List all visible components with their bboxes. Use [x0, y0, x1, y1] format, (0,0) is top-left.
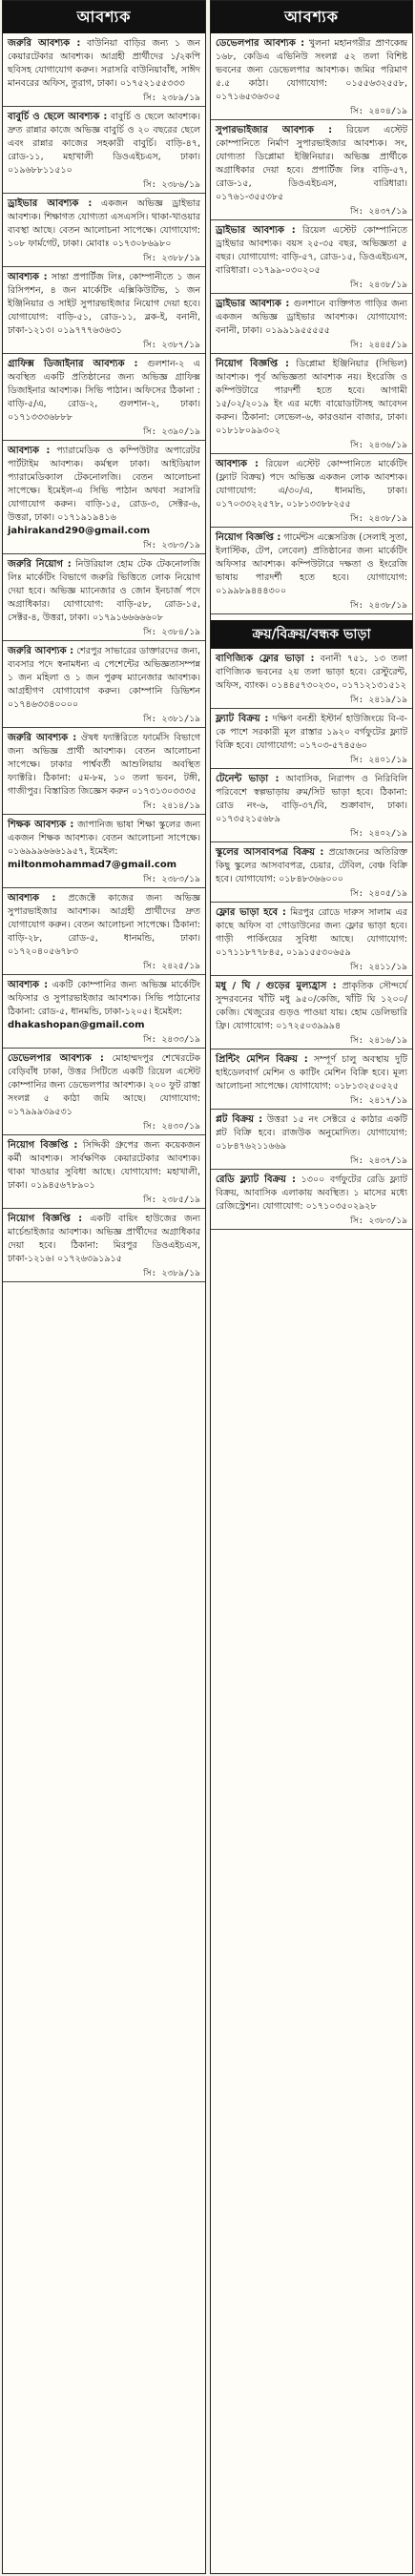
classified-ad [211, 769, 412, 842]
ad-body: নিউরিয়াল হোম টেক টেকনোলজি লিঃ মার্কেটিং বিভাগে জরুরি ভিত্তিতে লোক নিয়োগ দেয়া হবে। অভিজ্ঞ ম্যানেজার ও জোন ইনচার্জ পদে অগ্রাধিকার। যোগাযোগ: বাড়ি-৫৮, রোড-১৫, সেক্টর-৪, উত্তরা, ঢাকা। ০১৭৯১৬৬৬৬৬০৮ [8, 559, 200, 623]
ad-heading: নিয়োগ বিজ্ঞপ্তি : [8, 1140, 78, 1151]
ad-body: গুলশান-২ এ অবস্থিত একটি প্রতিষ্ঠানের জন্য অভিজ্ঞ গ্রাফিক্স ডিজাইনার আবশ্যক। সিভি পাঠান। অফিসের ঠিকানা : বাড়ি-৫/এ, রোড-২, গুলশান-২, ঢাকা। ০১৭১৩৩৩৬৮৮৮ [8, 359, 201, 423]
ad-body: গুলশানে ব্যক্তিগত গাড়ির জন্য একজন অভিজ্ঞ ড্রাইভার আবশ্যক। যোগাযোগ: বনানী, ঢাকা। ০১৯৯১৯৫৫৫৫৫ [216, 299, 408, 336]
ad-body: শেরপুর সাভারের ডাক্তারদের জন্য, ব্যবসার পদে স্বনামধন্য এ পেশেন্টের অভিজ্ঞতাসম্পন্ন ১ জন মহিলা ও ১ জন পুরুষ ম্যানেজার আবশ্যক। আগ্রহীগণ যোগাযোগ করুন। কোম্পানি ডিভিশন ০১৭৪৬৩৩৪০০০০ [8, 646, 200, 710]
ad-body: ঔষধ ফ্যাক্টরিতে ফার্মেসি বিভাগে জন্য অভিজ্ঞ প্রার্থী আবশ্যক। বেতন আলোচনা সাপেক্ষে। ঢাকার পার্শ্ববর্তী আশুলিয়ায় অবস্থিত ফ্যাক্টরি। ঠিকানা: ৫ম-৮ম, ১০ তলা ভবন, টঙ্গী, গাজীপুর। বিস্তারিত জিজ্ঞেস করুন ০১৭৩১৩০৩৩৩৫ [8, 733, 200, 797]
ad-body: গার্মেন্টস এক্সেসরিজ (সেলাই সুতা, ইলাস্টিক, টেপ, লেবেল) প্রতিষ্ঠানের জন্য মার্কেটিং অফিসার আবশ্যক। কম্পিউটারে দক্ষতা ও ইংরেজি ভাষায় পারদর্শী হতে হবে। যোগাযোগ: ০১৯৯৮৯৪৪৪৩০০ [216, 532, 407, 596]
ad-code: সি: ২৪১১/১৯ [350, 963, 407, 972]
ad-body: বনানী ৭৫১, ১৩ তলা বাণিজ্যিক ভবনের ২য় তলা ভাড়া হবে। রেস্টুরেন্ট, অফিস, ব্যাংক। ০১৪৪৫৭৩০২৩০, ০১৭১২১৩১৫১২ [216, 654, 407, 691]
ad-heading: শিক্ষক আবশ্যক : [8, 820, 74, 830]
right-column [210, 0, 413, 2574]
ad-code: সি: ২৪৩৬/১৯ [350, 441, 407, 450]
ad-email[interactable]: jahirakand290@gmail.com [8, 526, 151, 536]
classified-ad [3, 728, 205, 815]
ad-heading: নিয়োগ বিজ্ঞপ্তি : [8, 1214, 83, 1224]
ad-heading: আবশ্যক : [8, 446, 51, 456]
ad-heading: নিয়োগ বিজ্ঞপ্তি : [216, 359, 289, 369]
ad-code: সি: ২৪০৪/১৯ [350, 107, 407, 116]
ad-body: প্রাকৃতিক সৌন্দর্যে সুন্দরবনের খাঁটি মধু ৯৫০/কেজি, খাঁটি ঘি ১২০০/কেজি। খেজুরের গুড়ও পাওয়া যায়। হোম ডেলিভারি ফ্রি। যোগাযোগ: ০১৭২৫০৩৯৯৯৪ [216, 981, 408, 1031]
ad-body: আবাসিক, নিরাপদ ও নিরিবিলি পরিবেশে স্বল্পভাড়ায় রুম/সিট ভাড়া হবে। ঠিকানা: রোড নং-৬, বাড়ি-৩৭/বি, শুক্রাবাদ, ঢাকা। ০১৭৩৫২১৫৬৮৯ [216, 774, 407, 824]
ad-heading: জরুরি আবশ্যক : [8, 646, 74, 656]
ad-body: রিয়েল এস্টেট কোম্পানিতে মার্কেটিং (ফ্ল্যাট বিক্রয়) পদে অভিজ্ঞ একজন লোক আবশ্যক। যোগাযোগ: এ/৩০/এ, ধানমন্ডি, ঢাকা। ০১৭০৩৩২২৫৭৮, ০১৮১৩৩৮৮২৫৫ [216, 459, 407, 509]
ad-body: সম্পূর্ণ চালু অবস্থায় দুটি হাইডেলবার্গ মেশিন ও কাটিং মেশিন বিক্রি হবে। মূল্য আলোচনা সাপেক্ষে। যোগাযোগ: ০১৮১৩২৫০৫২৫ [216, 1054, 407, 1091]
ad-code: সি: ২৪১৬/১৯ [350, 1036, 407, 1046]
classified-ad [3, 641, 205, 728]
ad-code: সি: ২৪৩৮/১৯ [350, 514, 407, 524]
ad-code: সি: ২৩৮৬/১৯ [143, 180, 200, 190]
classified-ad [3, 975, 205, 1049]
ad-heading: রেডি ফ্ল্যাট বিক্রয় : [216, 1174, 296, 1185]
ad-body: একটি বায়িং হাউজের জন্য মার্চেন্ডাইজার আবশ্যক। অভিজ্ঞ প্রার্থীদের অগ্রাধিকার দেয়া হবে। ঠিকানা: মিরপুর ডিওএইচএস, ঢাকা-১২১৬। ০১৭২৬৩৯১৯১৫ [8, 1214, 200, 1264]
ad-code: সি: ২৩৯০/১৯ [143, 427, 200, 437]
ad-code: সি: ২৪১৭/১৯ [350, 1096, 407, 1106]
classified-ad [211, 528, 412, 614]
classified-ad [211, 976, 412, 1049]
ad-heading: ড্রাইভার আবশ্যক : [8, 198, 93, 209]
classified-ad [3, 554, 205, 641]
ad-heading: টেনেন্ট ভাড়া : [216, 774, 280, 784]
ad-heading: জরুরি নিয়োগ : [8, 559, 72, 570]
classified-ad [3, 107, 205, 194]
classified-ad [211, 1049, 412, 1110]
ad-heading: ফ্ল্যাট বিক্রয় : [216, 714, 269, 724]
ad-heading: প্রিন্টিং মেশিন বিক্রয় : [216, 1054, 308, 1065]
ad-body: প্রয়োজনের অতিরিক্ত কিছু স্কুলের আসবাবপত্র, চেয়ার, টেবিল, বেঞ্চ বিক্রি হবে। যোগাযোগ: ০১৮৪৮৩৬৬০০০ [216, 847, 407, 884]
ad-heading: আবশ্যক : [8, 980, 49, 990]
ad-heading: জরুরি আবশ্যক : [8, 733, 77, 743]
ad-body: উত্তরা ১৫ নং সেক্টরে ৫ কাঠার একটি প্লট বিক্রি হবে। রাজউক অনুমোদিত। যোগাযোগ: ০১৮৪৭৬২১১৬৬৯ [216, 1114, 407, 1152]
left-header: আবশ্যক [3, 1, 205, 33]
ad-email[interactable]: dhakashopan@gmail.com [8, 1020, 145, 1030]
ad-code: সি: ২৪১৯/১৯ [350, 696, 407, 705]
ad-body: বাউনিয়া বাড়ির জন্য ১ জন কেয়ারটেকার আবশ্যক। আগ্রহী প্রার্থীদের ১/২কপি ছবিসহ যোগাযোগ করুন। সরাসরি বাউনিয়াবাঁধ, সাঈদ মানবরের অফিস, তুরাগ, ঢাকা। ০১৭৫২১৫৫৩৩৩ [8, 38, 200, 89]
ad-email[interactable]: miltonmohammad7@gmail.com [8, 860, 177, 870]
ad-heading: ড্রাইভার আবশ্যক : [216, 299, 290, 309]
ad-heading: বাণিজ্যিক ফ্লোর ভাড়া : [216, 654, 315, 664]
ad-code: সি: ২৩৮৮/১৯ [143, 254, 200, 263]
classified-ad [211, 842, 412, 903]
classified-ad [3, 888, 205, 975]
ad-body: মোহাম্মদপুর শেখেরটেক বেড়িবাঁধ ঢাকা, উত্তর সিটিতে একটি রিয়েল এস্টেট কোম্পানির জন্য ডেভেলপার আবশ্যক। ২০০ ফুট রাস্তা সংলগ্ন ৫ কাঠা জমি আছে। যোগাযোগ: ০১৭৯৯৯৩৯৫৩১ [8, 1053, 201, 1117]
ad-heading: জরুরি আবশ্যক : [8, 38, 81, 49]
ad-body: প্যারামেডিক ও কম্পিউটার অপারেটর পার্টটাইম আবশ্যক। কর্মস্থল ঢাকা। আইডিয়াল প্যারামেডিক্যাল টেকনোলজি। বেতন আলোচনা সাপেক্ষে। ইমেইল-এ সিভি পাঠান অথবা সরাসরি যোগাযোগ করুন। বাড়ি-১৫, রোড-৩, সেক্টর-৬, উত্তরা, ঢাকা। ০১৭১৯১৯৪১৬ [8, 446, 200, 523]
ad-body: মিরপুর রোডে দারুস সালাম এর কাছে অফিস বা গোডাউনের জন্য ফ্লোর ভাড়া হবে। গাড়ী পার্কিংয়ের সুবিধা আছে। যোগাযোগ: ০১৭১১৮৭৭৮৪৫, ০১৯১৫৫৩০৬৫৯ [216, 907, 407, 958]
ad-heading: আবশ্যক : [8, 893, 56, 904]
ad-heading: বাবুর্চি ও ছেলে আবশ্যক : [8, 112, 108, 122]
ad-body: প্রজেক্টে কাজের জন্য অভিজ্ঞ সুপারভাইজার আবশ্যক। আগ্রহী প্রার্থীদের দ্রুত যোগাযোগ করুন। বেতন আলোচনা সাপেক্ষে। ঠিকানা: বাড়ি-২৮, রোড-৫, ধানমন্ডি, ঢাকা। ০১৭২০৪০৫৬৭৮৩ [8, 893, 200, 957]
buy-sell-rent-header: ক্রয়/বিক্রয়/বন্ধক ভাড়া [211, 620, 412, 649]
ad-code: সি: ২৪৪৫/১৯ [350, 341, 407, 350]
ad-code: সি: ২৩৮৩/১৯ [143, 875, 200, 884]
ad-heading: ডেভেলপার আবশ্যক : [216, 38, 305, 49]
ad-body: রিয়েল এস্টেট কোম্পানিতে নির্মাণ সুপারভাইজার আবশ্যক। সং, যোগ্যতা ডিপ্লোমা ইঞ্জিনিয়ার। অভিজ্ঞ প্রার্থীকে অগ্রাধিকার দেয়া হবে। প্রপার্টিজ লিঃ বাড়ি-৫৭, রোড-১৫, ডিওএইচএস, বারিধারা। ০১৭৬১-৩৫৫৩৮৫ [216, 125, 407, 202]
ad-code: সি: ২৪৩৮/১৯ [350, 280, 407, 290]
ad-code: সি: ২৪৩৩/১৯ [143, 1035, 200, 1045]
classified-ad [211, 354, 412, 454]
ad-code: সি: ২৩৮৯/১৯ [143, 1269, 200, 1278]
ad-code: সি: ২৪০২/১৯ [350, 829, 407, 839]
classified-ad [3, 33, 205, 107]
right-ads-2 [211, 649, 412, 1230]
classified-ad [211, 120, 412, 220]
classified-ad [211, 903, 412, 976]
ad-code: সি: ২৩৮৯/১৯ [143, 93, 200, 103]
right-header: আবশ্যক [211, 1, 412, 33]
classified-ad [3, 1135, 205, 1209]
ad-code: সি: ২৪০১/১৯ [350, 756, 407, 765]
ad-code: সি: ২৩৮৪/১৯ [143, 628, 200, 637]
classified-ad [3, 815, 205, 888]
ad-code: সি: ২৪৩৭/১৯ [350, 1156, 407, 1166]
ad-body: বাবুর্চি ও ছেলে আবশ্যক। দ্রুত রান্নার কাজে অভিজ্ঞ বাবুর্চি ও ২০ বছরের ছেলে এবং রান্নার কাজের সহকারী বাবুর্চি। বাড়ি-৪৭, রোড-১১, মহাখালী ডিওএইচএস, ঢাকা। ০১৯৬৮৮১১৫১০ [8, 112, 200, 176]
ad-code: সি: ২৩৮৩/১৯ [350, 1216, 407, 1226]
ad-body: একজন অভিজ্ঞ ড্রাইভার আবশ্যক। শিক্ষাগত যোগ্যতা এসএসসি। থাকা-খাওয়ার ব্যবস্থা আছে। বেতন আলোচনা সাপেক্ষে। যোগাযোগ: ১০৮ ফার্মগেট, ঢাকা। মোবাঃ ০১৭৩০৮৬৯৮০ [8, 198, 201, 249]
classified-ad [211, 1110, 412, 1170]
ad-heading: ডেভেলপার আবশ্যক : [8, 1053, 104, 1064]
classified-ad [211, 33, 412, 120]
ad-code: সি: ২৪৩৭/১৯ [350, 207, 407, 217]
classified-ad [211, 220, 412, 294]
ad-code: সি: ২৪৩৮/১৯ [350, 601, 407, 611]
ad-heading: ফ্লোর ভাড়া হবে : [216, 907, 286, 918]
ad-heading: আবশ্যক : [8, 272, 48, 282]
ad-heading: গ্রাফিক্স ডিজাইনার আবশ্যক : [8, 359, 138, 369]
ad-body: দক্ষিণ বনশ্রী ইস্টার্ন হাউজিংয়ে বি-ব-কে পাশে সরকারী মূল রাস্তার ১৯২০ বর্গফুটের ফ্ল্যাট বিক্রি হবে। যোগাযোগ: ০১৭০৩-৫৭৪৫৬০ [216, 714, 407, 751]
classified-ad [3, 1209, 205, 1282]
classified-ad [3, 267, 205, 354]
ad-body: ১৩০০ বর্গফুটের রেডি ফ্ল্যাট বিক্রয়, আবাসিক এলাকায় অবস্থিত। ১ মাসের মধ্যে রেজিস্ট্রেশন। যোগাযোগ: ০১৭১০৩৫০২৯২৮ [216, 1174, 407, 1212]
classified-ad [211, 294, 412, 354]
ad-heading: সুপারভাইজার আবশ্যক : [216, 125, 333, 135]
ad-code: সি: ২৩৮৭/১৯ [143, 341, 200, 350]
classified-ad [211, 454, 412, 528]
left-column [2, 0, 206, 2574]
ad-body: সিদ্দিকী গ্রুপের জন্য কয়েকজন কর্মী আবশ্যক। সার্বক্ষণিক কেয়ারটেকার আবশ্যক। থাকা খাওয়ার সুবিধা আছে। যোগাযোগ: মহাখালী, ঢাকা। ০১৯৪৫৬৭৮৯০১ [8, 1140, 200, 1191]
ad-code: সি: ২৪১৪/১৯ [143, 801, 200, 811]
ad-body: একটি কোম্পানির জন্য অভিজ্ঞ মার্কেটিং অফিসার ও সুপারভাইজার আবশ্যক। সিভি পাঠানোর ঠিকানা: রোড-৫, ধানমন্ডি, ঢাকা-১২০৫। ইমেইল: [8, 980, 200, 1017]
ad-code: সি: ২৩৮৩/১৯ [143, 541, 200, 551]
ad-heading: নিয়োগ বিজ্ঞপ্তি : [216, 532, 281, 543]
ad-body: সান্তা প্রপার্টিজ লিঃ, কোম্পানীতে ১ জন রিসিপশন, ৪ জন মার্কেটিং এক্সিকিউটিভ, ১ জন ইঞ্জিনিয়ার ও সাইট সুপারভাইজার নিয়োগ দেয়া হবে। যোগাযোগ: বাড়ি-৫১, রোড-১১, ব্লক-ই, বনানী, ঢাকা-১২১৩। ০১৯৭৭৭৬৩৬৩১ [8, 272, 201, 336]
classified-ad [211, 649, 412, 709]
classified-ad [3, 354, 205, 441]
ad-code: সি: ২৩৮১/১৯ [143, 715, 200, 724]
classified-ad [3, 441, 205, 554]
classified-ad [3, 1049, 205, 1135]
ad-heading: মধু / ঘি / গুড়ের মুল্যহ্রাস : [216, 981, 337, 991]
ad-heading: প্লট বিক্রয় : [216, 1114, 263, 1125]
ad-body: ডিপ্লোমা ইঞ্জিনিয়ার (সিভিল) আবশ্যক। পূর্ব অভিজ্ঞতা আবশ্যক নয়। ইংরেজি ও কম্পিউটারে পারদর্শী হতে হবে। আগামী ১৫/০২/২০১৯ ইং এর মধ্যে বায়োডাটাসহ আবেদন করুন। ঠিকানা: লেভেল-৬, কারওয়ান বাজার, ঢাকা। ০১৮১৮০৯৯৩০২ [216, 359, 407, 436]
ad-code: সি: ২৪৩০/১৯ [143, 1122, 200, 1132]
classified-ad [211, 1170, 412, 1230]
ad-heading: স্কুলের আসবাবপত্র বিক্রয় : [216, 847, 324, 858]
ad-body: জাপানিজ ভাষা শিক্ষা স্কুলের জন্য একজন শিক্ষক আবশ্যক। বেতন আলোচনা সাপেক্ষে। ০১৬৯৯৯৬৬৬১৯৫৭, ইমেইল: [8, 820, 200, 857]
left-ads [3, 33, 205, 1282]
ad-body: রিয়েল এস্টেট কোম্পানিতে ড্রাইভার আবশ্যক। বয়স ২৫-৩৫ বছর, অভিজ্ঞতা ৫ বছর। যোগাযোগ: বাড়ি-৫৭, রোড-১৫, ডিওএইচএস, বারিধারা। ০১৭৯৯-০৩০২০৫ [216, 225, 408, 276]
ad-code: সি: ২৩৮৫/১৯ [143, 1195, 200, 1205]
ad-body: খুলনা মহানগরীর প্রাণকেন্দ্র ১৬৮, কেডিএ এভিনিউ সংলগ্ন ৫২ তলা বিশিষ্ট ভবনের জন্য ডেভেলপার আবশ্যক। জমির পরিমাণ ৫.৫ কাঠা। যোগাযোগ: ০১৫৫৬৩২৫৫৮, ০১৭১৬৫৩৬৩০৫ [216, 38, 407, 102]
ad-heading: আবশ্যক : [216, 459, 259, 469]
right-ads [211, 33, 412, 614]
classified-ad [211, 709, 412, 769]
ad-code: সি: ২৪২৫/১৯ [143, 962, 200, 971]
ad-heading: ড্রাইভার আবশ্যক : [216, 225, 296, 236]
classified-ad [3, 194, 205, 267]
ad-code: সি: ২৪০৫/১৯ [350, 889, 407, 899]
